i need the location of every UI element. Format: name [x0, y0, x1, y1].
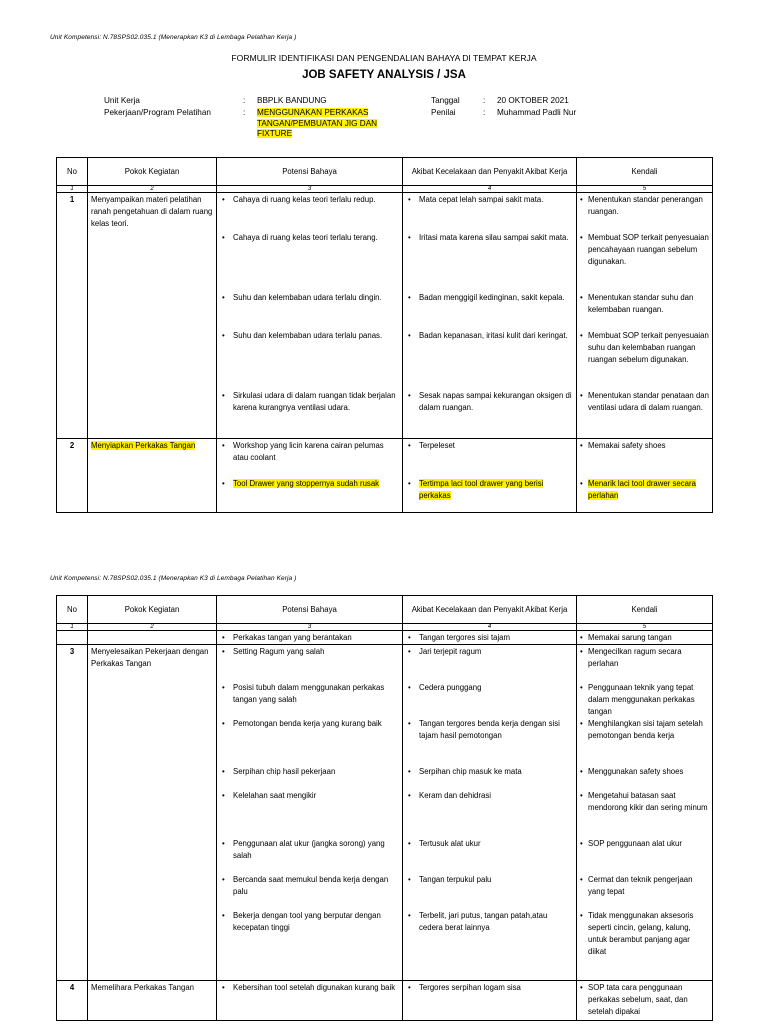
col-number: 2 [88, 624, 217, 631]
list-item-text: Tertimpa laci tool drawer yang berisi perkakas [419, 479, 544, 500]
list-item: • Penggunaan teknik yang tepat dalam menggunakan perkakas tangan [580, 682, 709, 718]
kendali-cell [577, 439, 713, 513]
list-item: • Suhu dan kelembaban udara terlalu panas. [220, 330, 399, 390]
potensi-bahaya-cell [217, 981, 403, 1021]
list-item: • Mata cepat lelah sampai sakit mata. [406, 194, 573, 232]
list-item: • Bercanda saat memukul benda kerja dengan palu [220, 874, 399, 910]
list-item: • Kebersihan tool setelah digunakan kurang baik [220, 982, 399, 994]
col-header-pokok: Pokok Kegiatan [88, 596, 217, 624]
col-number: 3 [217, 186, 403, 193]
potensi-bahaya-cell [217, 631, 403, 645]
list-item: • Terpeleset [406, 440, 573, 478]
list-item: • Jari terjepit ragum [406, 646, 573, 682]
akibat-cell [403, 439, 577, 513]
list-item-text: Tool Drawer yang stoppernya sudah rusak [233, 479, 380, 488]
list-item: • Perkakas tangan yang berantakan [220, 632, 399, 644]
list-item: • Membuat SOP terkait penyesuaian suhu dan kelembaban ruangan ruangan sebelum digunakan. [580, 330, 709, 390]
kendali-cell [577, 981, 713, 1021]
colon: : [243, 108, 246, 117]
list-item: • Pemotongan benda kerja yang kurang baik [220, 718, 399, 766]
list-item [220, 478, 399, 490]
col-number: 2 [88, 186, 217, 193]
akibat-cell [403, 193, 577, 439]
table-row [57, 439, 713, 513]
pokok-kegiatan: Memelihara Perkakas Tangan [88, 981, 217, 1021]
list-item: • Cermat dan teknik pengerjaan yang tepat [580, 874, 709, 910]
list-item: • Cahaya di ruang kelas teori terlalu terang. [220, 232, 399, 292]
list-item: • Menentukan standar penataan dan ventilasi udara di dalam ruangan. [580, 390, 709, 414]
colon: : [483, 108, 486, 117]
list-item: • Tidak menggunakan aksesoris seperti cincin, gelang, kalung, untuk berambut panjang agar diikat [580, 910, 709, 958]
col-number: 5 [577, 624, 713, 631]
pokok-kegiatan-text: Menyiapkan Perkakas Tangan [91, 441, 196, 450]
list-item: • Memakai sarung tangan [580, 632, 709, 644]
tanggal-label: Tanggal [431, 96, 460, 105]
col-number: 3 [217, 624, 403, 631]
kendali-cell [577, 645, 713, 981]
list-item: • Tergores serpihan logam sisa [406, 982, 573, 994]
col-number: 1 [57, 624, 88, 631]
row-number: 4 [57, 981, 88, 1021]
list-item: • Mengetahui batasan saat mendorong kikir dan sering minum [580, 790, 709, 838]
list-item: • Terbelit, jari putus, tangan patah,atau cedera berat lainnya [406, 910, 573, 934]
list-item: • Kelelahan saat mengikir [220, 790, 399, 838]
list-item: • Serpihan chip hasil pekerjaan [220, 766, 399, 790]
col-header-no: No [57, 596, 88, 624]
col-header-akibat: Akibat Kecelakaan dan Penyakit Akibat Kerja [403, 158, 577, 186]
pekerjaan-label: Pekerjaan/Program Pelatihan [104, 108, 211, 117]
list-item: • Menggunakan safety shoes [580, 766, 709, 790]
col-header-no: No [57, 158, 88, 186]
row-number [57, 631, 88, 645]
column-number-row [57, 624, 713, 631]
pekerjaan-value-text: MENGGUNAKAN PERKAKAS TANGAN/PEMBUATAN JIG DAN FIXTURE [257, 108, 378, 138]
list-item: • SOP penggunaan alat ukur [580, 838, 709, 874]
list-item: • Cahaya di ruang kelas teori terlalu redup. [220, 194, 399, 232]
kendali-cell [577, 631, 713, 645]
table-row [57, 193, 713, 439]
list-item: • Posisi tubuh dalam menggunakan perkakas tangan yang salah [220, 682, 399, 718]
list-item: • Badan menggigil kedinginan, sakit kepala. [406, 292, 573, 330]
unit-competency-note: Unit Kompetensi: N.78SPS02.035.1 (Menerapkan K3 di Lembaga Pelatihan Kerja ) [50, 575, 297, 582]
jsa-title: JOB SAFETY ANALYSIS / JSA [302, 69, 466, 81]
list-item: • Keram dan dehidrasi [406, 790, 573, 838]
col-header-kendali: Kendali [577, 158, 713, 186]
row-number: 3 [57, 645, 88, 981]
list-item: • Setting Ragum yang salah [220, 646, 399, 682]
list-item: • Tertusuk alat ukur [406, 838, 573, 874]
list-item [580, 478, 709, 502]
list-item: • Penggunaan alat ukur (jangka sorong) yang salah [220, 838, 399, 874]
list-item: • Workshop yang licin karena cairan pelumas atau coolant [220, 440, 399, 478]
pekerjaan-value [257, 108, 397, 140]
list-item: • Serpihan chip masuk ke mata [406, 766, 573, 790]
potensi-bahaya-cell [217, 645, 403, 981]
list-item: • Menentukan standar suhu dan kelembaban ruangan. [580, 292, 709, 330]
table-header-row [57, 596, 713, 624]
pokok-kegiatan: Menyampaikan materi pelatihan ranah pengetahuan di dalam ruang kelas teori. [88, 193, 217, 439]
row-number: 1 [57, 193, 88, 439]
jsa-table-page-2 [56, 595, 713, 1021]
column-number-row [57, 186, 713, 193]
akibat-cell [403, 645, 577, 981]
unit-kerja-label: Unit Kerja [104, 96, 140, 105]
col-header-potensi: Potensi Bahaya [217, 158, 403, 186]
row-number: 2 [57, 439, 88, 513]
potensi-bahaya-cell [217, 193, 403, 439]
kendali-cell [577, 193, 713, 439]
list-item: • Mengecilkan ragum secara perlahan [580, 646, 709, 682]
list-item: • Membuat SOP terkait penyesuaian pencahayaan ruangan sebelum digunakan. [580, 232, 709, 292]
potensi-bahaya-cell [217, 439, 403, 513]
list-item: • Suhu dan kelembaban udara terlalu dingin. [220, 292, 399, 330]
col-header-kendali: Kendali [577, 596, 713, 624]
pokok-kegiatan [88, 631, 217, 645]
akibat-cell [403, 981, 577, 1021]
col-header-akibat: Akibat Kecelakaan dan Penyakit Akibat Kerja [403, 596, 577, 624]
table-header-row [57, 158, 713, 186]
col-header-pokok: Pokok Kegiatan [88, 158, 217, 186]
col-number: 4 [403, 186, 577, 193]
list-item: • Bekerja dengan tool yang berputar dengan kecepatan tinggi [220, 910, 399, 934]
list-item: • Tangan tergores benda kerja dengan sisi tajam hasil pemotongan [406, 718, 573, 766]
jsa-table-page-1 [56, 157, 713, 513]
table-row [57, 981, 713, 1021]
col-number: 1 [57, 186, 88, 193]
col-header-potensi: Potensi Bahaya [217, 596, 403, 624]
list-item: • Memakai safety shoes [580, 440, 709, 478]
list-item: • Badan kepanasan, iritasi kulit dari keringat. [406, 330, 573, 390]
list-item: • Sirkulasi udara di dalam ruangan tidak berjalan karena kurangnya ventilasi udara. [220, 390, 399, 414]
pokok-kegiatan: Menyelesaikan Pekerjaan dengan Perkakas Tangan [88, 645, 217, 981]
list-item: • Tangan terpukul palu [406, 874, 573, 910]
list-item: • Menghilangkan sisi tajam setelah pemotongan benda kerja [580, 718, 709, 766]
table-row [57, 645, 713, 981]
penilai-label: Penilai [431, 108, 456, 117]
unit-kerja-value: BBPLK BANDUNG [257, 96, 327, 105]
akibat-cell [403, 631, 577, 645]
list-item: • Iritasi mata karena silau sampai sakit mata. [406, 232, 573, 292]
penilai-value: Muhammad Padli Nur [497, 108, 577, 117]
list-item: • Sesak napas sampai kekurangan oksigen di dalam ruangan. [406, 390, 573, 414]
colon: : [483, 96, 486, 105]
form-title: FORMULIR IDENTIFIKASI DAN PENGENDALIAN BAHAYA DI TEMPAT KERJA [231, 53, 537, 63]
list-item: • Cedera punggang [406, 682, 573, 718]
table-row [57, 631, 713, 645]
unit-competency-note: Unit Kompetensi: N.78SPS02.035.1 (Menerapkan K3 di Lembaga Pelatihan Kerja ) [50, 34, 297, 41]
list-item: • SOP tata cara penggunaan perkakas sebelum, saat, dan setelah dipakai [580, 982, 709, 1018]
col-number: 4 [403, 624, 577, 631]
col-number: 5 [577, 186, 713, 193]
list-item: • Tangan tergores sisi tajam [406, 632, 573, 644]
list-item: • Menentukan standar penerangan ruangan. [580, 194, 709, 232]
list-item [406, 478, 573, 502]
list-item-text: Menarik laci tool drawer secara perlahan [588, 479, 696, 500]
pokok-kegiatan [88, 439, 217, 513]
colon: : [243, 96, 246, 105]
tanggal-value: 20 OKTOBER 2021 [497, 96, 569, 105]
